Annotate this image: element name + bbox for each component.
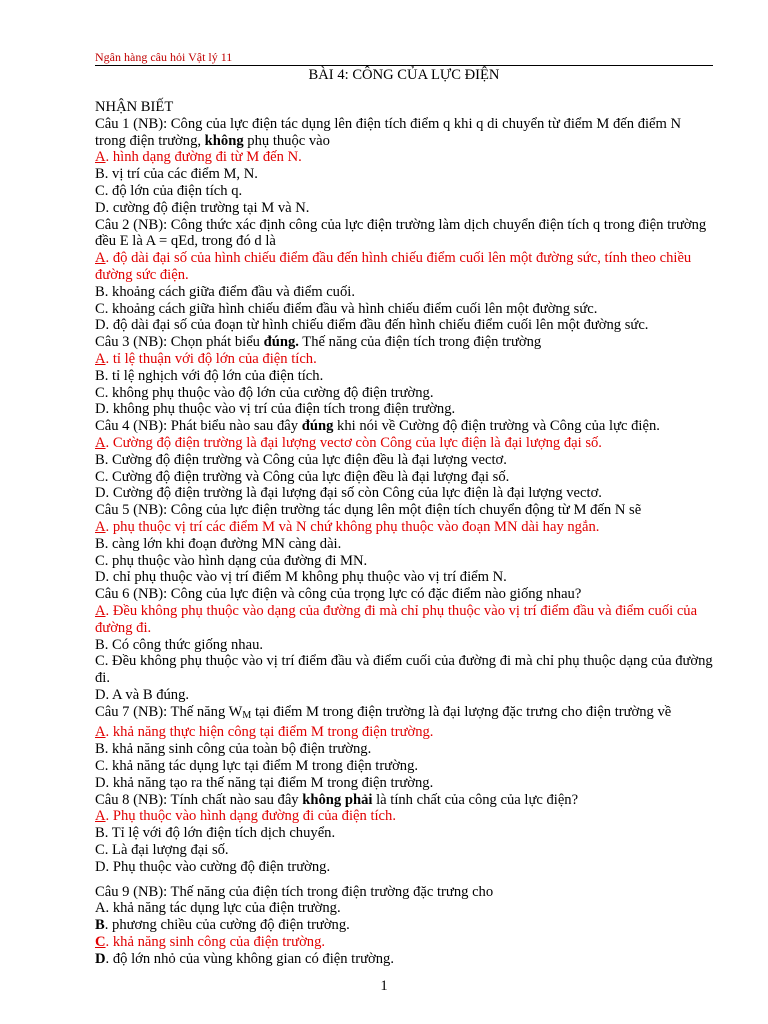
running-header: Ngân hàng câu hỏi Vật lý 11 xyxy=(95,50,233,64)
question-8-option-d: D. Phụ thuộc vào cường độ điện trường. xyxy=(95,858,331,875)
question-1-stem: Câu 1 (NB): Công của lực điện tác dụng lên điện tích điểm q khi q di chuyển từ điểm M đến điểm N trong điện trường, không phụ thuộc vào xyxy=(95,115,682,149)
page-number: 1 xyxy=(380,978,388,994)
question-4-stem: Câu 4 (NB): Phát biểu nào sau đây đúng khi nói về Cường độ điện trường và Công của lực điện. xyxy=(95,418,660,435)
question-2-stem: Câu 2 (NB): Công thức xác định công của lực điện trường làm dịch chuyển điện tích q trong điện trường đều E là A = qEd, trong đó d là xyxy=(95,216,707,250)
question-1-option-a: A. hình dạng đường đi từ M đến N. xyxy=(95,149,302,166)
question-1-option-c: C. độ lớn của điện tích q. xyxy=(95,182,243,199)
question-6-option-d: D. A và B đúng. xyxy=(95,686,190,703)
question-5-option-b: B. càng lớn khi đoạn đường MN càng dài. xyxy=(95,535,342,552)
question-5-option-c: C. phụ thuộc vào hình dạng của đường đi MN. xyxy=(95,552,368,569)
question-list xyxy=(95,99,713,968)
question-2-option-b: B. khoảng cách giữa điểm đầu và điểm cuối. xyxy=(95,283,355,300)
spacer xyxy=(95,876,713,884)
question-5-option-a: A. phụ thuộc vị trí các điểm M và N chứ không phụ thuộc vào đoạn MN dài hay ngắn. xyxy=(95,518,600,535)
question-8-option-a: A. Phụ thuộc vào hình dạng đường đi của điện tích. xyxy=(95,808,396,825)
question-8-stem: Câu 8 (NB): Tính chất nào sau đây không phải là tính chất của công của lực điện? xyxy=(95,791,579,808)
question-3-option-a: A. tỉ lệ thuận với độ lớn của điện tích. xyxy=(95,350,317,367)
question-4-option-d: D. Cường độ điện trường là đại lượng đại số còn Công của lực điện là đại lượng vectơ. xyxy=(95,485,602,502)
question-5-option-d: D. chỉ phụ thuộc vào vị trí điểm M không phụ thuộc vào vị trí điểm N. xyxy=(95,569,507,586)
question-9-option-b: B. phương chiều của cường độ điện trường. xyxy=(95,917,350,934)
header-rule xyxy=(95,65,713,66)
question-8-option-c: C. Là đại lượng đại số. xyxy=(95,842,229,859)
question-8-option-b: B. Tỉ lệ với độ lớn điện tích dịch chuyển. xyxy=(95,825,336,842)
question-9-option-a: A. khả năng tác dụng lực của điện trường. xyxy=(95,900,341,917)
question-4-option-c: C. Cường độ điện trường và Công của lực điện đều là đại lượng đại số. xyxy=(95,468,510,485)
question-3-stem: Câu 3 (NB): Chọn phát biểu đúng. Thế năng của điện tích trong điện trường xyxy=(95,334,542,351)
question-7-option-b: B. khả năng sinh công của toàn bộ điện trường. xyxy=(95,741,372,758)
question-1-option-d: D. cường độ điện trường tại M và N. xyxy=(95,199,310,216)
question-3-option-c: C. không phụ thuộc vào độ lớn của cường độ điện trường. xyxy=(95,384,434,401)
question-6-option-c: C. Đều không phụ thuộc vào vị trí điểm đầu và điểm cuối của đường đi mà chỉ phụ thuộc dạng của đường đi. xyxy=(95,653,713,687)
question-2-option-d: D. độ dài đại số của đoạn từ hình chiếu điểm đầu đến hình chiếu điểm cuối lên một đường sức. xyxy=(95,317,649,334)
question-3-option-b: B. tỉ lệ nghịch với độ lớn của điện tích. xyxy=(95,367,324,384)
question-1-option-b: B. vị trí của các điểm M, N. xyxy=(95,166,258,183)
question-9-option-c: C. khả năng sinh công của điện trường. xyxy=(95,934,326,951)
question-4-option-a: A. Cường độ điện trường là đại lượng vectơ còn Công của lực điện là đại lượng đại số. xyxy=(95,434,602,451)
question-9-stem: Câu 9 (NB): Thế năng của điện tích trong điện trường đặc trưng cho xyxy=(95,883,494,900)
question-7-stem: Câu 7 (NB): Thế năng $W_M$ tại điểm M trong điện trường là đại lượng đặc trưng cho điện trường về xyxy=(95,703,672,721)
question-6-option-b: B. Có công thức giống nhau. xyxy=(95,636,264,653)
question-2-option-c: C. khoảng cách giữa hình chiếu điểm đầu và hình chiếu điểm cuối lên một đường sức. xyxy=(95,300,598,317)
question-7-option-c: C. khả năng tác dụng lực tại điểm M trong điện trường. xyxy=(95,758,419,775)
question-3-option-d: D. không phụ thuộc vào vị trí của điện tích trong điện trường. xyxy=(95,401,456,418)
question-7-option-a: A. khả năng thực hiện công tại điểm M trong điện trường. xyxy=(95,724,434,741)
lesson-title: BÀI 4: CÔNG CỦA LỰC ĐIỆN xyxy=(308,67,500,83)
question-5-stem: Câu 5 (NB): Công của lực điện trường tác dụng lên một điện tích chuyển động từ M đến N sẽ xyxy=(95,502,642,519)
question-6-stem: Câu 6 (NB): Công của lực điện và công của trọng lực có đặc điểm nào giống nhau? xyxy=(95,586,582,603)
question-6-option-a: A. Đều không phụ thuộc vào dạng của đường đi mà chỉ phụ thuộc vào vị trí điểm đầu và điểm cuối của đường đi. xyxy=(95,602,698,636)
question-2-option-a: A. độ dài đại số của hình chiếu điểm đầu đến hình chiếu điểm cuối lên một đường sức, tính theo chiều đường sức điện. xyxy=(95,250,692,283)
section-heading: NHẬN BIẾT xyxy=(95,99,174,115)
question-7-option-d: D. khả năng tạo ra thế năng tại điểm M trong điện trường. xyxy=(95,774,434,791)
question-9-option-d: D. độ lớn nhỏ của vùng không gian có điện trường. xyxy=(95,950,394,967)
question-4-option-b: B. Cường độ điện trường và Công của lực điện đều là đại lượng vectơ. xyxy=(95,451,507,468)
